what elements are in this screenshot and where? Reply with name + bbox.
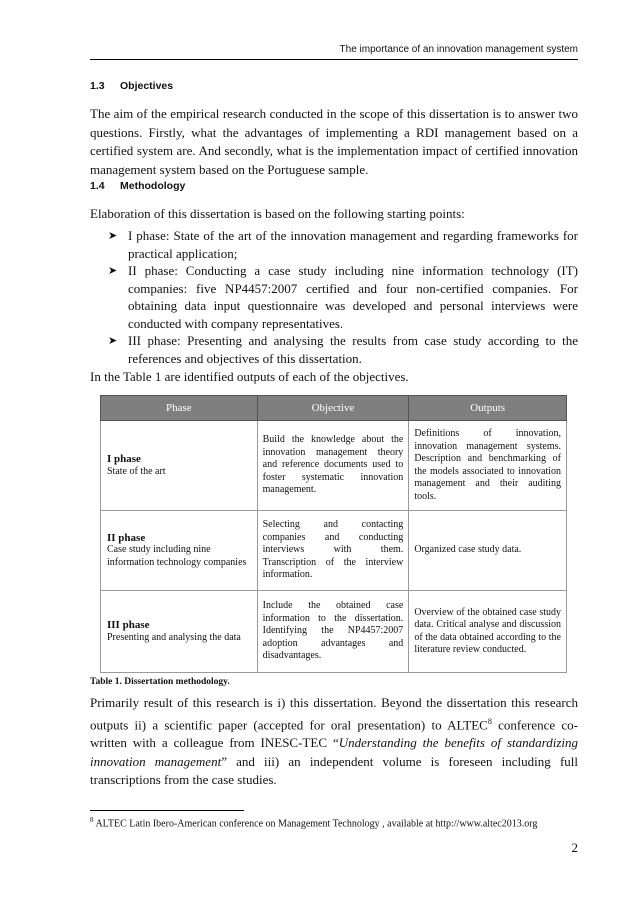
table-row xyxy=(101,591,567,673)
phase-subtitle: State of the art xyxy=(107,465,166,477)
column-header: Phase xyxy=(101,396,258,421)
bullet-text: III phase: Presenting and analysing the results from case study according to the references and objectives of this dissertation. xyxy=(128,333,578,366)
table-header-row xyxy=(101,396,567,421)
objective-cell: Build the knowledge about the innovation management theory and reference documents used to foster systematic innovation management. xyxy=(257,421,409,511)
table-row xyxy=(101,421,567,511)
footnote xyxy=(90,816,537,829)
phase-cell xyxy=(101,591,258,673)
column-header: Outputs xyxy=(409,396,567,421)
arrow-bullet-icon: ➤ xyxy=(108,264,118,277)
outputs-cell: Overview of the obtained case study data. Critical analyse and discussion of the data obtained according to the literature review conducted. xyxy=(409,591,567,673)
bullet-text: II phase: Conducting a case study including nine information technology (IT) companies: five NP4457:2007 certified and four non-certified companies. For obtaining data input questionnaire was developed and personal interviews were conducted with company representatives. xyxy=(128,263,578,331)
footnote-mark: 8 xyxy=(90,816,94,824)
running-header: The importance of an innovation management system xyxy=(339,44,578,55)
closing-text: Primarily result of this research is i) this dissertation. Beyond the dissertation this research outputs ii) a scientific paper (accepted for oral presentation) to ALTEC xyxy=(90,695,578,732)
closing-text: conference co-written with a colleague from INESC-TEC “ xyxy=(90,716,578,751)
section-number: 1.3 xyxy=(90,80,105,92)
outputs-cell: Definitions of innovation, innovation management systems. Description and benchmarking of the models associated to innovation management and their auditing tools. xyxy=(409,421,567,511)
phase-name: II phase xyxy=(107,531,146,544)
footnote-reference: 8 xyxy=(487,716,492,726)
section-number: 1.4 xyxy=(90,180,105,192)
phase-name: I phase xyxy=(107,453,141,465)
phase-name: III phase xyxy=(107,619,150,631)
phase-subtitle: Presenting and analysing the data xyxy=(107,631,241,643)
arrow-bullet-icon: ➤ xyxy=(108,334,118,347)
phase-subtitle: Case study including nine information technology companies xyxy=(107,544,247,568)
outputs-cell: Organized case study data. xyxy=(409,511,567,591)
paper-title: Understanding the benefits of standardizing innovation management xyxy=(90,735,578,769)
section-title: Methodology xyxy=(120,180,186,192)
arrow-bullet-icon: ➤ xyxy=(108,229,118,242)
section-heading-objectives xyxy=(90,80,173,92)
objective-cell: Include the obtained case information to the dissertation. Identifying the NP4457:2007 adoption advantages and disadvantages. xyxy=(257,591,409,673)
objective-cell: Selecting and contacting companies and conducting interviews with them. Transcription of the interview information. xyxy=(257,511,409,591)
closing-paragraph xyxy=(90,694,578,790)
table-row xyxy=(101,511,567,591)
closing-text: ” and iii) an independent volume is foreseen including full transcriptions from the case studies. xyxy=(90,753,578,788)
list-item xyxy=(108,332,578,367)
page-number: 2 xyxy=(571,840,578,855)
phase-cell xyxy=(101,511,258,591)
bullet-text: I phase: State of the art of the innovation management and regarding frameworks for practical application; xyxy=(128,228,578,261)
objectives-paragraph: The aim of the empirical research conducted in the scope of this dissertation is to answer two questions. Firstly, what the advantages of implementing a RDI management based on a certified system are. And secondly, what is the implementation impact of certified innovation management system based on the Portuguese sample. xyxy=(90,106,578,177)
section-heading-methodology xyxy=(90,180,185,192)
footnote-text: ALTEC Latin Ibero-American conference on Management Technology , available at http://www.altec2013.org xyxy=(93,818,538,830)
list-item xyxy=(108,262,578,332)
section-title: Objectives xyxy=(120,80,174,92)
methodology-bullet-list xyxy=(108,227,578,367)
methodology-intro: Elaboration of this dissertation is based on the following starting points: xyxy=(90,206,465,221)
methodology-table xyxy=(100,395,567,673)
table-caption: Table 1. Dissertation methodology. xyxy=(90,677,230,687)
footnote-rule xyxy=(90,810,244,811)
column-header: Objective xyxy=(257,396,409,421)
header-rule xyxy=(90,59,578,60)
phase-cell xyxy=(101,421,258,511)
list-item xyxy=(108,227,578,262)
table-intro: In the Table 1 are identified outputs of each of the objectives. xyxy=(90,369,409,384)
